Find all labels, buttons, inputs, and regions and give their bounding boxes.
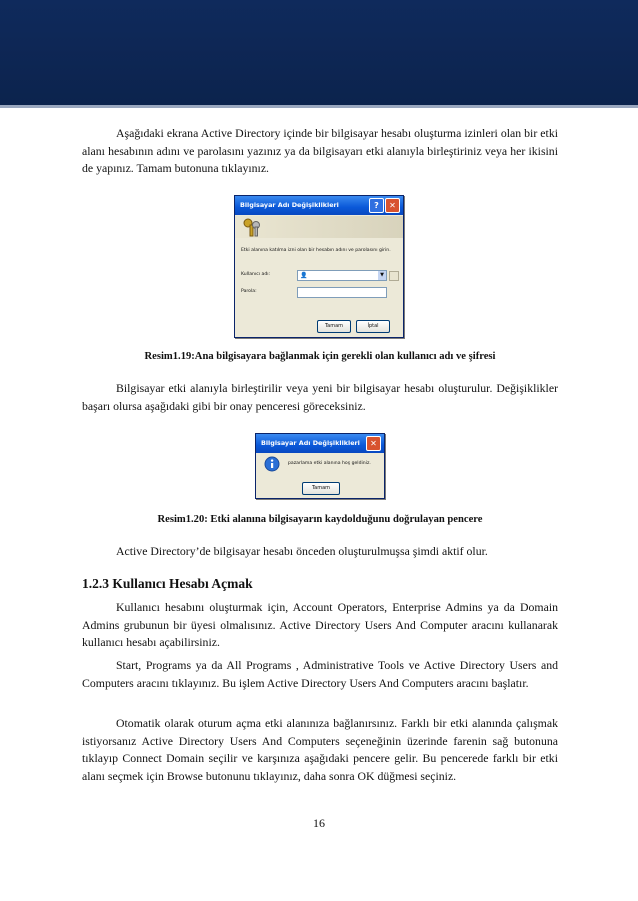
paragraph-create-user: Kullanıcı hesabını oluşturmak için, Account Operators, Enterprise Admins ya da Domain Admins grubunun bir üyesi olmalısınız. Active Directory Users And Computer aracını kullanarak kullanıcı hesabı açabilirsiniz.: [82, 600, 558, 650]
section-heading: 1.2.3 Kullanıcı Hesabı Açmak: [82, 576, 253, 591]
browse-icon[interactable]: [389, 271, 399, 281]
credentials-dialog: [234, 195, 404, 338]
welcome-message: pazarlama etki alanına hoş geldiniz.: [288, 461, 371, 466]
figure-caption-1-20: Resim1.20: Etki alanına bilgisayarın kaydolduğunu doğrulayan pencere: [157, 514, 483, 525]
paragraph-account-active: Active Directory’de bilgisayar hesabı önceden oluşturulmuşsa şimdi aktif olur.: [116, 544, 488, 558]
password-label: Parola:: [241, 289, 257, 294]
paragraph-connect-domain: Otomatik olarak oturum açma etki alanınıza bağlanırsınız. Farklı bir etki alanında çalışmak istiyorsanız Active Directory Users And Computers seçeneğinin üzerinde farenin sağ butonuna tıklayıp Connect Domain seçilir ve karşınıza aşağıdaki pencere gelir. Bu pencerede farklı bir etki alanı seçmek için Browse butonunu tıklayınız, daha sonra OK düğmesi seçiniz.: [82, 716, 558, 783]
dialog-title: Bilgisayar Adı Değişiklikleri: [261, 439, 360, 447]
header-band: [0, 0, 638, 105]
info-icon: [264, 456, 280, 472]
keys-banner: [235, 216, 403, 238]
ok-button[interactable]: Tamam: [302, 482, 340, 495]
welcome-dialog: [255, 433, 385, 499]
password-field[interactable]: [297, 287, 387, 298]
help-icon[interactable]: ?: [369, 198, 384, 213]
dropdown-arrow-icon[interactable]: ▼: [378, 271, 386, 280]
ok-button[interactable]: Tamam: [317, 320, 351, 333]
dialog-titlebar: [235, 196, 403, 215]
cancel-button[interactable]: İptal: [356, 320, 390, 333]
username-label: Kullanıcı adı:: [241, 272, 271, 277]
close-icon[interactable]: ✕: [366, 436, 381, 451]
keys-icon: [241, 216, 263, 238]
username-field[interactable]: [297, 270, 387, 281]
paragraph-start-tools: Start, Programs ya da All Programs , Administrative Tools ve Active Directory Users and Computers aracını tıklayınız. Bu işlem Active Directory Users And Computers aracını başlatır.: [82, 658, 558, 690]
dialog-title: Bilgisayar Adı Değişiklikleri: [240, 201, 339, 209]
dialog-message: Etki alanına katılma izni olan bir hesabın adını ve parolasını girin.: [241, 248, 391, 253]
dialog-titlebar: [256, 434, 384, 453]
figure-caption-1-19: Resim1.19:Ana bilgisayara bağlanmak için gerekli olan kullanıcı adı ve şifresi: [144, 351, 496, 362]
page-number: 16: [313, 816, 325, 830]
close-icon[interactable]: ✕: [385, 198, 400, 213]
paragraph-intro: Aşağıdaki ekrana Active Directory içinde bir bilgisayar hesabı oluşturma izinleri olan bir etki alanı hesabının adını ve parolasını yazınız ya da bilgisayarı etki alanıyla birleştiriniz veya her ikisini de yapınız. Tamam butonuna tıklayınız.: [82, 126, 558, 176]
user-icon: 👤: [300, 272, 308, 279]
paragraph-join-result: Bilgisayar etki alanıyla birleştirilir veya yeni bir bilgisayar hesabı oluşturulur. Değişiklikler başarı olursa aşağıdaki gibi bir onay penceresi göreceksiniz.: [82, 381, 558, 413]
